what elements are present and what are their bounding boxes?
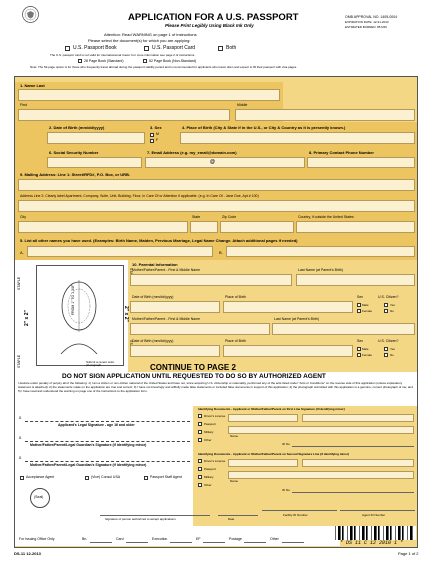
passport-book-checkbox[interactable] [65,46,70,51]
mailing-line2-field[interactable] [18,200,415,212]
office-postage-line[interactable] [244,542,266,543]
parent1-signature-line[interactable] [25,441,190,442]
mailing-line2-label: Address Line 2: Clearly label Apartment, Company, Suite, Unit, Building, Floor, In Care Of or Attention if applicable. (e.g. In Care Of - Jane Doe, Apt # 100) [20,194,259,198]
both-checkbox[interactable] [218,46,223,51]
id1-dl-checkbox[interactable] [198,414,202,418]
id1-dl-label: Driver's License [204,414,226,418]
barcode-bar [342,526,344,540]
office-card-line[interactable] [126,542,148,543]
email-at-sign: @ [210,159,215,165]
agent-signature-label: Signature of person authorized to accept applications [105,517,176,521]
acceptance-agent-checkbox[interactable] [20,476,24,480]
28-page-label: 28 Page Book (Standard) [84,59,124,63]
ssn-field[interactable] [47,157,142,168]
passport-staff-checkbox[interactable] [144,476,148,480]
id1-passport-label: Passport [204,422,216,426]
passport-card-label: U.S. Passport Card [152,45,196,51]
barcode-bar [383,526,384,540]
office-bn-line[interactable] [90,542,112,543]
id1-other-checkbox[interactable] [198,438,202,442]
52-page-checkbox[interactable] [143,59,147,63]
barcode-bar [350,526,353,540]
zip-field[interactable] [220,221,294,233]
agent-signature-line[interactable] [100,515,210,516]
last-name-field[interactable] [18,89,280,101]
attention-line: Attention: Read WARNING on page 1 of instructions [104,32,197,37]
id2-passport-checkbox[interactable] [198,467,202,471]
sex-f-label: F [156,138,159,142]
country-label: Country, if outside the United States [298,215,354,219]
city-field[interactable] [18,221,188,233]
signature-x2: x [19,435,22,440]
parent1-yes-checkbox[interactable] [384,303,388,307]
parent1-no-checkbox[interactable] [384,309,388,313]
signature-x1: x [19,415,22,420]
id1-other-label: Other [204,438,212,442]
barcode-bar [407,526,408,540]
52-page-label: 52 Page Book (Non-Standard) [149,59,197,63]
parent1-female-checkbox[interactable] [357,309,361,313]
facility-id-label: Facility ID Number [283,513,308,517]
barcode-bar [386,526,389,540]
parent1-male-checkbox[interactable] [357,303,361,307]
name-last-label: 1. Name Last [20,83,45,88]
barcode-bar [335,526,336,540]
email-field[interactable] [145,157,305,168]
first-name-field[interactable] [18,109,230,121]
id2-military-checkbox[interactable] [198,475,202,479]
barcode-bar [338,526,341,540]
vice-consul-label: (Vice) Consul USA [91,475,121,479]
id1-name-label: Name [230,434,239,438]
parental-info-label: 10. Parental Information [132,262,178,267]
ssn-label: 6. Social Security Number [49,150,99,155]
id1-exp-field[interactable] [302,414,414,422]
sex-m-checkbox[interactable] [150,133,154,137]
parent2-sex-label: Sex [357,339,364,343]
office-ef-line[interactable] [203,542,225,543]
barcode-bar [347,526,348,540]
id2-name-label: Name [230,479,239,483]
sex-f-checkbox[interactable] [150,139,154,143]
barcode-bar [371,526,372,540]
form-title: APPLICATION FOR A U.S. PASSPORT [128,12,299,23]
do-not-sign-warning: DO NOT SIGN APPLICATION UNTIL REQUESTED TO DO SO BY AUTHORIZED AGENT [62,373,326,380]
id2-idno-line[interactable] [292,492,414,493]
parent1-dob-field[interactable] [130,301,220,313]
photo-size-left: 2" x 2" [24,310,30,326]
parent2-yes-label: Yes [390,347,395,351]
agent-id-label: Agent ID Number [362,513,386,517]
id1-idno-line[interactable] [292,446,414,447]
both-label: Both [226,45,237,51]
id2-dl-label: Driver's License [204,459,226,463]
omb-number: OMB APPROVAL NO. 1405-0004 [345,15,398,19]
parent2-name-field[interactable] [130,323,270,335]
id2-military-label: Military [204,475,214,479]
barcode [333,526,416,540]
parent1-pob-field[interactable] [223,301,353,313]
facility-id-line[interactable] [262,510,337,511]
agent-date-line[interactable] [218,515,258,516]
signature-x3: x [19,455,22,460]
office-strip-background [15,526,340,546]
state-field[interactable] [190,221,218,233]
other-name-b-label: B. [219,250,223,255]
parent2-female-checkbox[interactable] [357,353,361,357]
dob-field[interactable] [47,132,145,144]
28-page-checkbox[interactable] [78,59,82,63]
other-name-a-field[interactable] [27,246,213,257]
parent2-no-checkbox[interactable] [384,353,388,357]
barcode-bar [402,526,404,540]
sex-m-label: M [156,132,159,136]
other-names-label: 5. List all other names you have used. (Examples: Birth Name, Maiden, Previous Marriage, Legal Name Change. Attach additional pages if needed) [20,238,298,243]
zip-label: Zip Code [222,215,237,219]
parent2-male-checkbox[interactable] [357,347,361,351]
passport-book-label: U.S. Passport Book [73,45,117,51]
agent-date-label: Date [228,517,235,521]
parent1-male-label: Male [362,303,369,307]
phone-label: 8. Primary Contact Phone Number [309,150,374,155]
id-docs-title-1: Identifying Documents - Applicant or Mother/Father/Parent on First Line Signature (if identifying minor) [198,407,345,411]
id1-passport-checkbox[interactable] [198,422,202,426]
id2-passport-label: Passport [204,467,216,471]
city-label: City [20,215,27,219]
barcode-bar [359,526,360,540]
barcode-bar [366,526,368,540]
dob-label: 2. Date of Birth (mm/dd/yyyy) [49,125,105,130]
vice-consul-checkbox[interactable] [85,476,89,480]
country-field[interactable] [296,221,415,233]
office-postage-label: Postage [229,537,242,541]
parent1-name-field[interactable] [130,274,292,286]
seal-label: (Seal) [34,495,44,499]
middle-name-field[interactable] [235,109,415,121]
applicant-signature-line[interactable] [25,421,190,422]
parent2-dob-label: Date of Birth (mm/dd/yyyy) [132,339,174,343]
applicant-signature-label: Applicant's Legal Signature - age 16 and older [58,423,135,427]
form-code: DS-11 12-2013 [14,551,41,556]
parent1-signature-label: Mother/Father/Parent/Legal Guardian's Signature (if identifying minor) [30,443,147,447]
id2-other-label: Other [204,483,212,487]
barcode-bar [390,526,392,540]
first-name-label: First [20,103,27,107]
parent1-yes-label: Yes [390,303,395,307]
parent2-signature-label: Mother/Father/Parent/Legal Guardian's Signature (if identifying minor) [30,463,147,467]
photo-caption: Submit a recent color photograph [86,360,115,368]
id2-issue-field[interactable] [228,459,298,467]
id2-name-field[interactable] [228,471,414,479]
barcode-bar [398,526,401,540]
passport-card-checkbox[interactable] [144,46,149,51]
card-note: The U.S. passport card is not valid for international air travel. For more information see page 2 of instructions. [50,53,196,57]
office-execution-line[interactable] [170,542,192,543]
id1-military-checkbox[interactable] [198,430,202,434]
parent1-pob-label: Place of Birth [225,295,246,299]
parent1-dob-label: Date of Birth (mm/dd/yyyy) [132,295,174,299]
office-only-label: For Issuing Office Only [19,537,55,541]
parent1-female-label: Female [362,309,373,313]
barcode-bar [410,526,413,540]
declaration-text: I declare under penalty of perjury all of the following: 1) I am a citizen or non-citizen national of the United States and have not, since acquiring U.S. citizenship or nationality, performed any of the acts listed under "Acts or Conditions" on the reverse side of this application (unless explanatory statement is attached); 2) the statements made on the application are true and correct; 3) I have not knowingly and willfully made false statements or included false documents in support of this application; 4) the photograph submitted with this application is a genuine, current photograph of me; and 5) I have read and understood the warning on page one of the instructions to the application form. [18,381,413,393]
id1-name-field[interactable] [228,426,414,434]
photo-from-to-label: FROM 1" TO 1 3/8" [71,284,75,315]
omb-expiration: EXPIRATION DATE: 12-31-2013 [345,20,389,24]
parent2-name-label: Mother/Father/Parent - First & Middle Name [132,317,201,321]
parent2-pob-field[interactable] [223,345,353,357]
omb-burden: ESTIMATED BURDEN: 85 MIN [345,25,387,29]
form-subtitle: Please Print Legibly Using Black Ink Only [165,23,254,28]
agent-id-line[interactable] [340,510,415,511]
parent2-male-label: Male [362,347,369,351]
barcode-bars [333,526,416,540]
other-name-b-field[interactable] [226,246,415,257]
sex-label: 3. Sex [150,125,162,130]
parent1-name-label: Mother/Father/Parent - First & Middle Name [132,268,201,272]
continue-to-page-2: CONTINUE TO PAGE 2 [150,363,236,372]
office-card-label: Card [116,537,124,541]
other-name-a-label: A. [20,250,24,255]
office-execution-label: Execution [152,537,168,541]
staple-bottom-left: STAPLE [17,354,21,368]
parent1-no-label: No [390,309,394,313]
office-ef-label: EF [196,537,201,541]
barcode-text: * DS 11 C 12 2010 1 * [340,540,404,546]
parent2-citizen-label: U.S. Citizen? [378,339,399,343]
parent2-dob-field[interactable] [130,345,220,357]
barcode-bar [378,526,380,540]
id2-dl-checkbox[interactable] [198,459,202,463]
parent2-female-label: Female [362,353,373,357]
barcode-bar [374,526,377,540]
email-label: 7. Email Address (e.g. my_email@domain.com) [147,150,237,155]
parent2-last-field[interactable] [272,323,415,335]
photo-size-right: 2" x 2" [123,306,129,322]
pob-field[interactable] [180,132,415,144]
parent2-no-label: No [390,353,394,357]
head-outline-icon [55,276,103,356]
parent2-yes-checkbox[interactable] [384,347,388,351]
barcode-bar [354,526,356,540]
staple-top-left: STAPLE [17,276,21,290]
acceptance-agent-label: Acceptance Agent [26,475,55,479]
parent1-last-field[interactable] [296,274,415,286]
passport-staff-label: Passport Staff Agent [150,475,182,479]
id-docs-title-2: Identifying Documents - Applicant or Mother/Father/Parent on Second Signature Line (if identifying minor) [198,452,350,456]
id1-idno-label: ID No. [282,442,291,446]
us-seal-icon [22,6,39,23]
parent2-pob-label: Place of Birth [225,339,246,343]
state-label: State [192,215,201,219]
select-document-line: Please select the document(s) for which you are applying: [88,38,191,43]
id2-idno-label: ID No. [282,488,291,492]
parent1-citizen-label: U.S. Citizen? [378,295,399,299]
parent2-signature-line[interactable] [25,461,190,462]
middle-name-label: Middle [237,103,248,107]
parent2-last-label: Last Name (at Parent's Birth) [274,317,320,321]
id1-issue-field[interactable] [228,414,298,422]
mailing-address-label: 9. Mailing Address: Line 1: Street/RFD#, P.O. Box, or URB. [20,172,131,177]
mailing-line1-field[interactable] [18,179,415,191]
parent1-sex-label: Sex [357,295,364,299]
parent1-last-label: Last Name (at Parent's Birth) [298,268,344,272]
52-page-note: Note: The 52-page option is for those who frequently travel abroad during the passport validity period and is recommended for applicants who travel often and expect to fill their passport with visa pages. [30,65,298,69]
barcode-bar [395,526,396,540]
office-other-label: Other [270,537,279,541]
pob-label: 4. Place of Birth (City & State if in the U.S., or City & Country as it is presently known.) [182,125,346,130]
office-bn-label: Bn. [82,537,88,541]
page-number: Page 1 of 2 [398,551,419,556]
id1-military-label: Military [204,430,214,434]
phone-field[interactable] [307,157,415,168]
office-other-line[interactable] [282,542,304,543]
id2-exp-field[interactable] [302,459,414,467]
id2-other-checkbox[interactable] [198,483,202,487]
barcode-bar [362,526,365,540]
